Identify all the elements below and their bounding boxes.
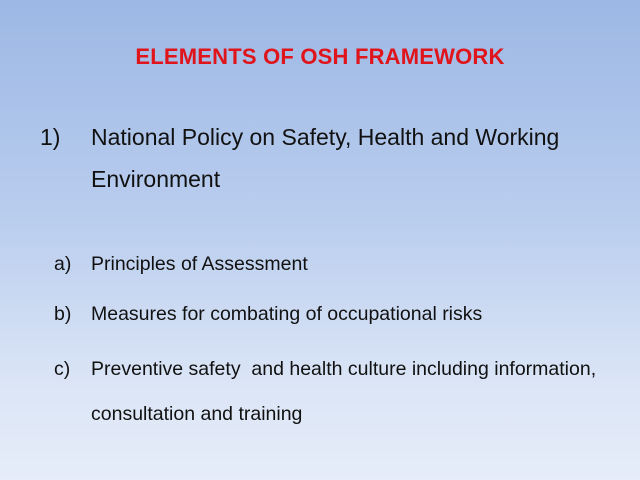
sub-item-c bbox=[54, 347, 614, 437]
sub-item-list bbox=[54, 247, 614, 437]
slide-title: ELEMENTS OF OSH FRAMEWORK bbox=[135, 44, 505, 69]
sub-item-text: Measures for combating of occupational risks bbox=[91, 303, 483, 325]
sub-item-text: Principles of Assessment bbox=[91, 253, 308, 275]
sub-item-marker: c) bbox=[54, 358, 71, 380]
sub-item-b bbox=[54, 297, 614, 347]
sub-item-text: Preventive safety and health culture including information, consultation and training bbox=[91, 358, 602, 425]
main-point-1 bbox=[40, 116, 580, 200]
sub-item-marker: b) bbox=[54, 303, 72, 325]
main-point-number: 1) bbox=[40, 124, 61, 150]
main-point-text: National Policy on Safety, Health and Working Environment bbox=[91, 124, 560, 192]
sub-item-marker: a) bbox=[54, 253, 72, 275]
sub-item-a bbox=[54, 247, 614, 297]
